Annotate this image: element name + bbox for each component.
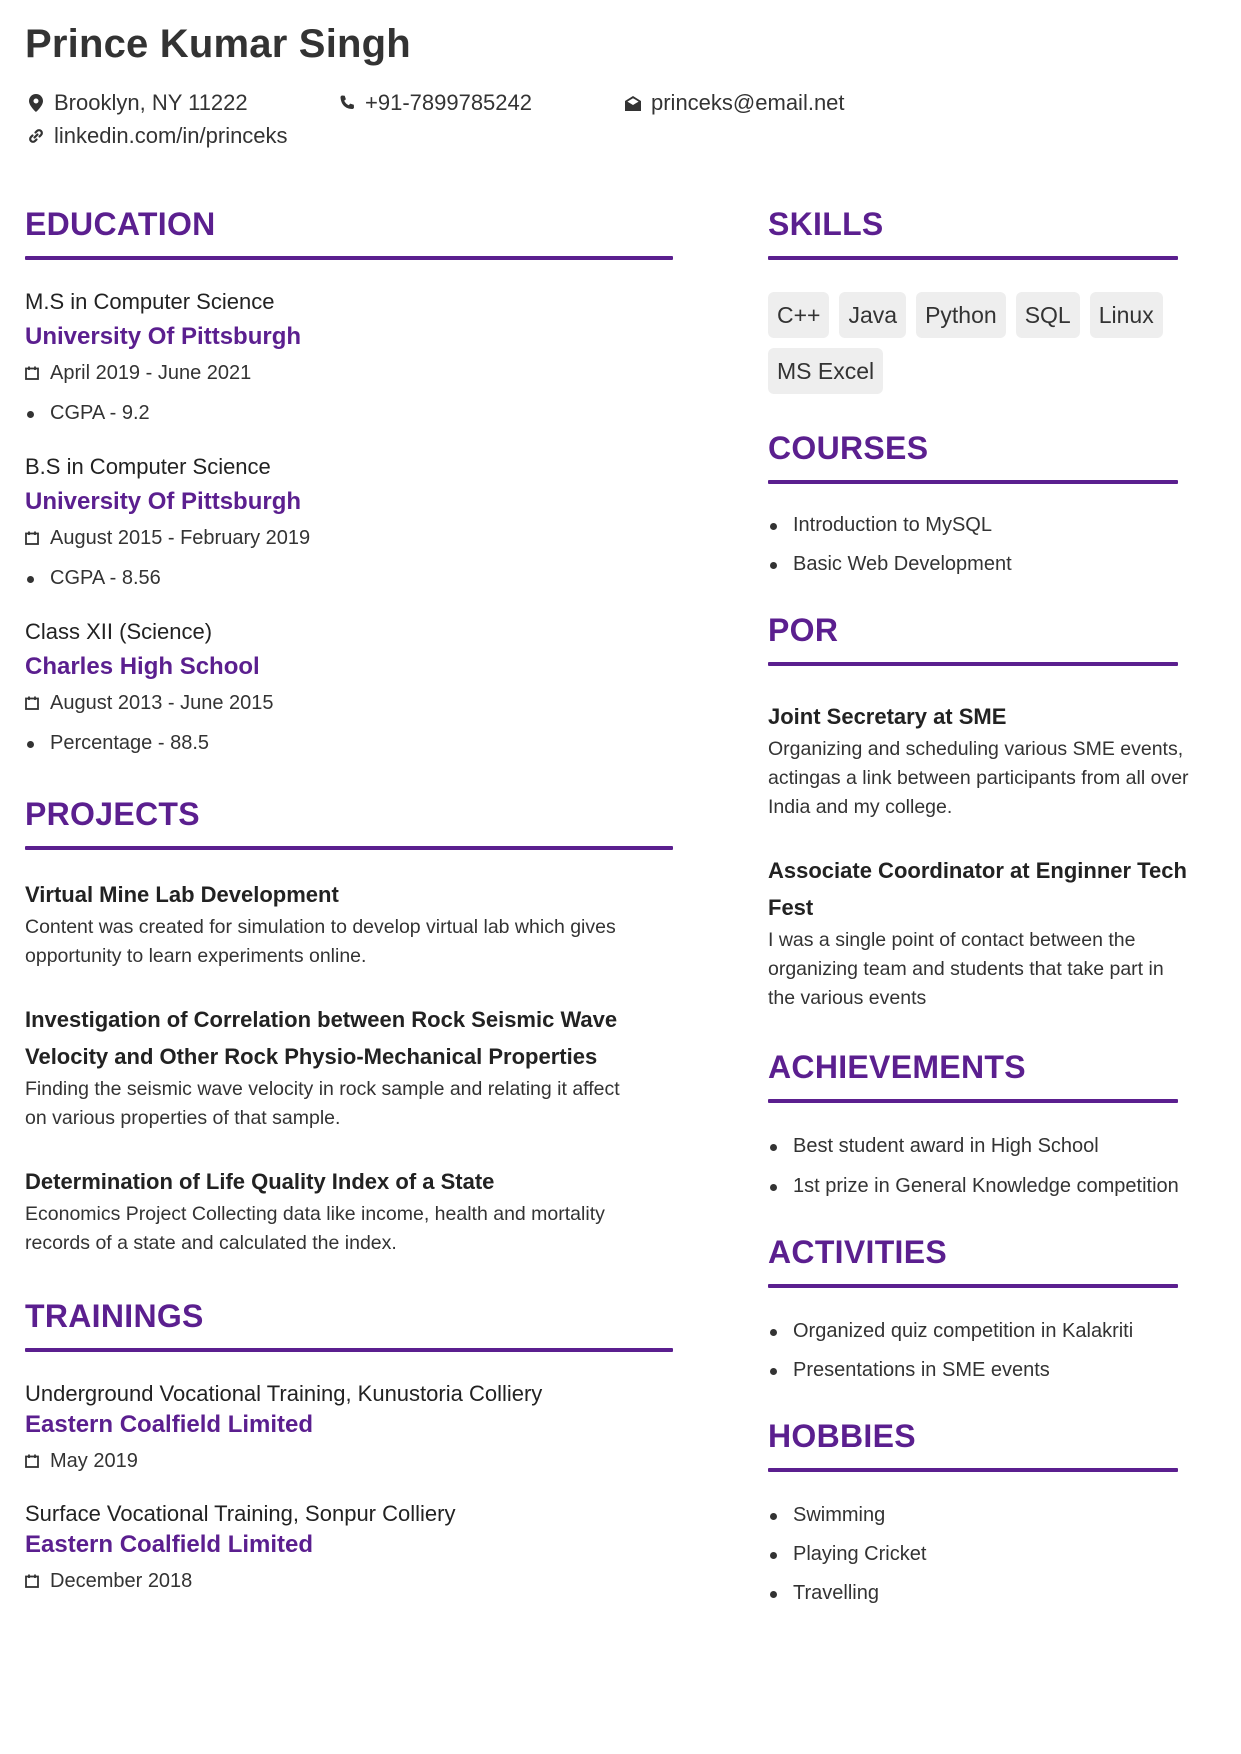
section-divider bbox=[25, 846, 673, 850]
skills-list bbox=[768, 292, 1188, 394]
map-pin-icon bbox=[28, 94, 44, 112]
skill-tag: Java bbox=[839, 292, 906, 338]
calendar-icon bbox=[25, 531, 39, 545]
project-title: Investigation of Correlation between Rock Seismic Wave Velocity and Other Rock Physio-Mechanical Properties bbox=[25, 1007, 618, 1069]
activities-list bbox=[768, 1318, 1228, 1383]
detail-list bbox=[25, 730, 675, 756]
list-item: Best student award in High School bbox=[768, 1133, 1228, 1159]
section-divider bbox=[768, 256, 1178, 260]
skill-tag: C++ bbox=[768, 292, 829, 338]
list-item: CGPA - 8.56 bbox=[25, 565, 675, 591]
list-item: Travelling bbox=[768, 1580, 1228, 1606]
phone-icon bbox=[339, 94, 355, 112]
section-divider bbox=[768, 480, 1178, 484]
trainings-section bbox=[25, 1296, 675, 1594]
institution: University Of Pittsburgh bbox=[25, 323, 302, 350]
list-item: Playing Cricket bbox=[768, 1541, 1228, 1567]
project-item bbox=[25, 876, 675, 971]
courses-section bbox=[768, 428, 1228, 577]
date-text: April 2019 - June 2021 bbox=[50, 362, 252, 384]
courses-heading: COURSES bbox=[768, 430, 929, 466]
date-range bbox=[25, 360, 675, 386]
list-item: Swimming bbox=[768, 1502, 1228, 1528]
courses-list bbox=[768, 512, 1228, 577]
skills-section bbox=[768, 204, 1228, 394]
projects-heading: PROJECTS bbox=[25, 796, 200, 832]
skill-tag: Linux bbox=[1090, 292, 1163, 338]
date-range bbox=[25, 690, 675, 716]
institution: University Of Pittsburgh bbox=[25, 488, 302, 515]
activities-heading: ACTIVITIES bbox=[768, 1234, 948, 1270]
hobbies-heading: HOBBIES bbox=[768, 1418, 916, 1454]
list-item: Basic Web Development bbox=[768, 551, 1228, 577]
training-organization: Eastern Coalfield Limited bbox=[25, 1411, 314, 1438]
date-text: December 2018 bbox=[50, 1570, 193, 1592]
degree: M.S in Computer Science bbox=[25, 289, 275, 314]
education-heading: EDUCATION bbox=[25, 206, 216, 242]
list-item: CGPA - 9.2 bbox=[25, 400, 675, 426]
linkedin-text[interactable]: linkedin.com/in/princeks bbox=[54, 123, 288, 148]
por-item bbox=[768, 852, 1188, 1013]
por-title: Joint Secretary at SME bbox=[768, 704, 1007, 729]
contact-location bbox=[28, 90, 248, 116]
institution: Charles High School bbox=[25, 653, 260, 680]
location-text: Brooklyn, NY 11222 bbox=[54, 90, 248, 115]
list-item: 1st prize in General Knowledge competition bbox=[768, 1173, 1228, 1199]
por-heading: POR bbox=[768, 612, 839, 648]
degree: B.S in Computer Science bbox=[25, 454, 271, 479]
date-range bbox=[25, 525, 675, 551]
section-divider bbox=[768, 1099, 1178, 1103]
project-item bbox=[25, 1001, 645, 1133]
candidate-name: Prince Kumar Singh bbox=[25, 22, 411, 66]
skill-tag: Python bbox=[916, 292, 1006, 338]
project-title: Virtual Mine Lab Development bbox=[25, 882, 339, 907]
date-range bbox=[25, 1568, 675, 1594]
calendar-icon bbox=[25, 696, 39, 710]
list-item: Organized quiz competition in Kalakriti bbox=[768, 1318, 1228, 1344]
date-text: May 2019 bbox=[50, 1450, 138, 1472]
por-item bbox=[768, 698, 1228, 822]
achievements-section bbox=[768, 1047, 1228, 1199]
project-description: Finding the seismic wave velocity in rock sample and relating it affect on various properties of that sample. bbox=[25, 1078, 620, 1129]
list-item: Percentage - 88.5 bbox=[25, 730, 675, 756]
list-item: Presentations in SME events bbox=[768, 1357, 1228, 1383]
email-text[interactable]: princeks@email.net bbox=[651, 90, 845, 115]
training-name: Surface Vocational Training, Sonpur Colliery bbox=[25, 1501, 456, 1526]
section-divider bbox=[25, 256, 673, 260]
section-divider bbox=[768, 1468, 1178, 1472]
hobbies-list bbox=[768, 1502, 1228, 1606]
date-text: August 2013 - June 2015 bbox=[50, 692, 274, 714]
project-description: Economics Project Collecting data like income, health and mortality records of a state and calculated the index. bbox=[25, 1203, 605, 1254]
section-divider bbox=[25, 1348, 673, 1352]
activities-section bbox=[768, 1232, 1228, 1383]
project-description: Content was created for simulation to develop virtual lab which gives opportunity to learn experiments online. bbox=[25, 916, 616, 967]
section-divider bbox=[768, 662, 1178, 666]
hobbies-section bbox=[768, 1416, 1228, 1606]
training-name: Underground Vocational Training, Kunustoria Colliery bbox=[25, 1381, 543, 1406]
achievements-list bbox=[768, 1133, 1228, 1199]
left-column bbox=[25, 204, 675, 1594]
education-item bbox=[25, 618, 675, 756]
training-item bbox=[25, 1380, 675, 1474]
contact-email bbox=[625, 90, 845, 116]
projects-section bbox=[25, 794, 675, 1258]
training-organization: Eastern Coalfield Limited bbox=[25, 1531, 314, 1558]
project-title: Determination of Life Quality Index of a State bbox=[25, 1169, 495, 1194]
detail-list bbox=[25, 565, 675, 591]
achievements-heading: ACHIEVEMENTS bbox=[768, 1049, 1026, 1085]
skill-tag: SQL bbox=[1016, 292, 1080, 338]
por-section bbox=[768, 610, 1228, 1013]
calendar-icon bbox=[25, 1454, 39, 1468]
detail-list bbox=[25, 400, 675, 426]
skills-heading: SKILLS bbox=[768, 206, 884, 242]
education-item bbox=[25, 288, 675, 426]
contact-linkedin bbox=[28, 123, 288, 149]
list-item: Introduction to MySQL bbox=[768, 512, 1228, 538]
calendar-icon bbox=[25, 1574, 39, 1588]
por-description: Organizing and scheduling various SME events, actingas a link between participants from all over India and my college. bbox=[768, 738, 1189, 818]
date-range bbox=[25, 1448, 675, 1474]
phone-text[interactable]: +91-7899785242 bbox=[365, 90, 532, 115]
por-title: Associate Coordinator at Enginner Tech Fest bbox=[768, 858, 1187, 920]
section-divider bbox=[768, 1284, 1178, 1288]
link-icon bbox=[28, 127, 44, 145]
right-column bbox=[768, 204, 1228, 1606]
trainings-heading: TRAININGS bbox=[25, 1298, 204, 1334]
envelope-icon bbox=[625, 94, 641, 112]
contact-phone bbox=[339, 90, 532, 116]
project-item bbox=[25, 1163, 675, 1258]
skill-tag: MS Excel bbox=[768, 348, 883, 394]
calendar-icon bbox=[25, 366, 39, 380]
por-description: I was a single point of contact between the organizing team and students that take part in the various events bbox=[768, 929, 1164, 1009]
date-text: August 2015 - February 2019 bbox=[50, 527, 311, 549]
training-item bbox=[25, 1500, 675, 1594]
education-section bbox=[25, 204, 675, 756]
degree: Class XII (Science) bbox=[25, 619, 213, 644]
education-item bbox=[25, 453, 675, 591]
